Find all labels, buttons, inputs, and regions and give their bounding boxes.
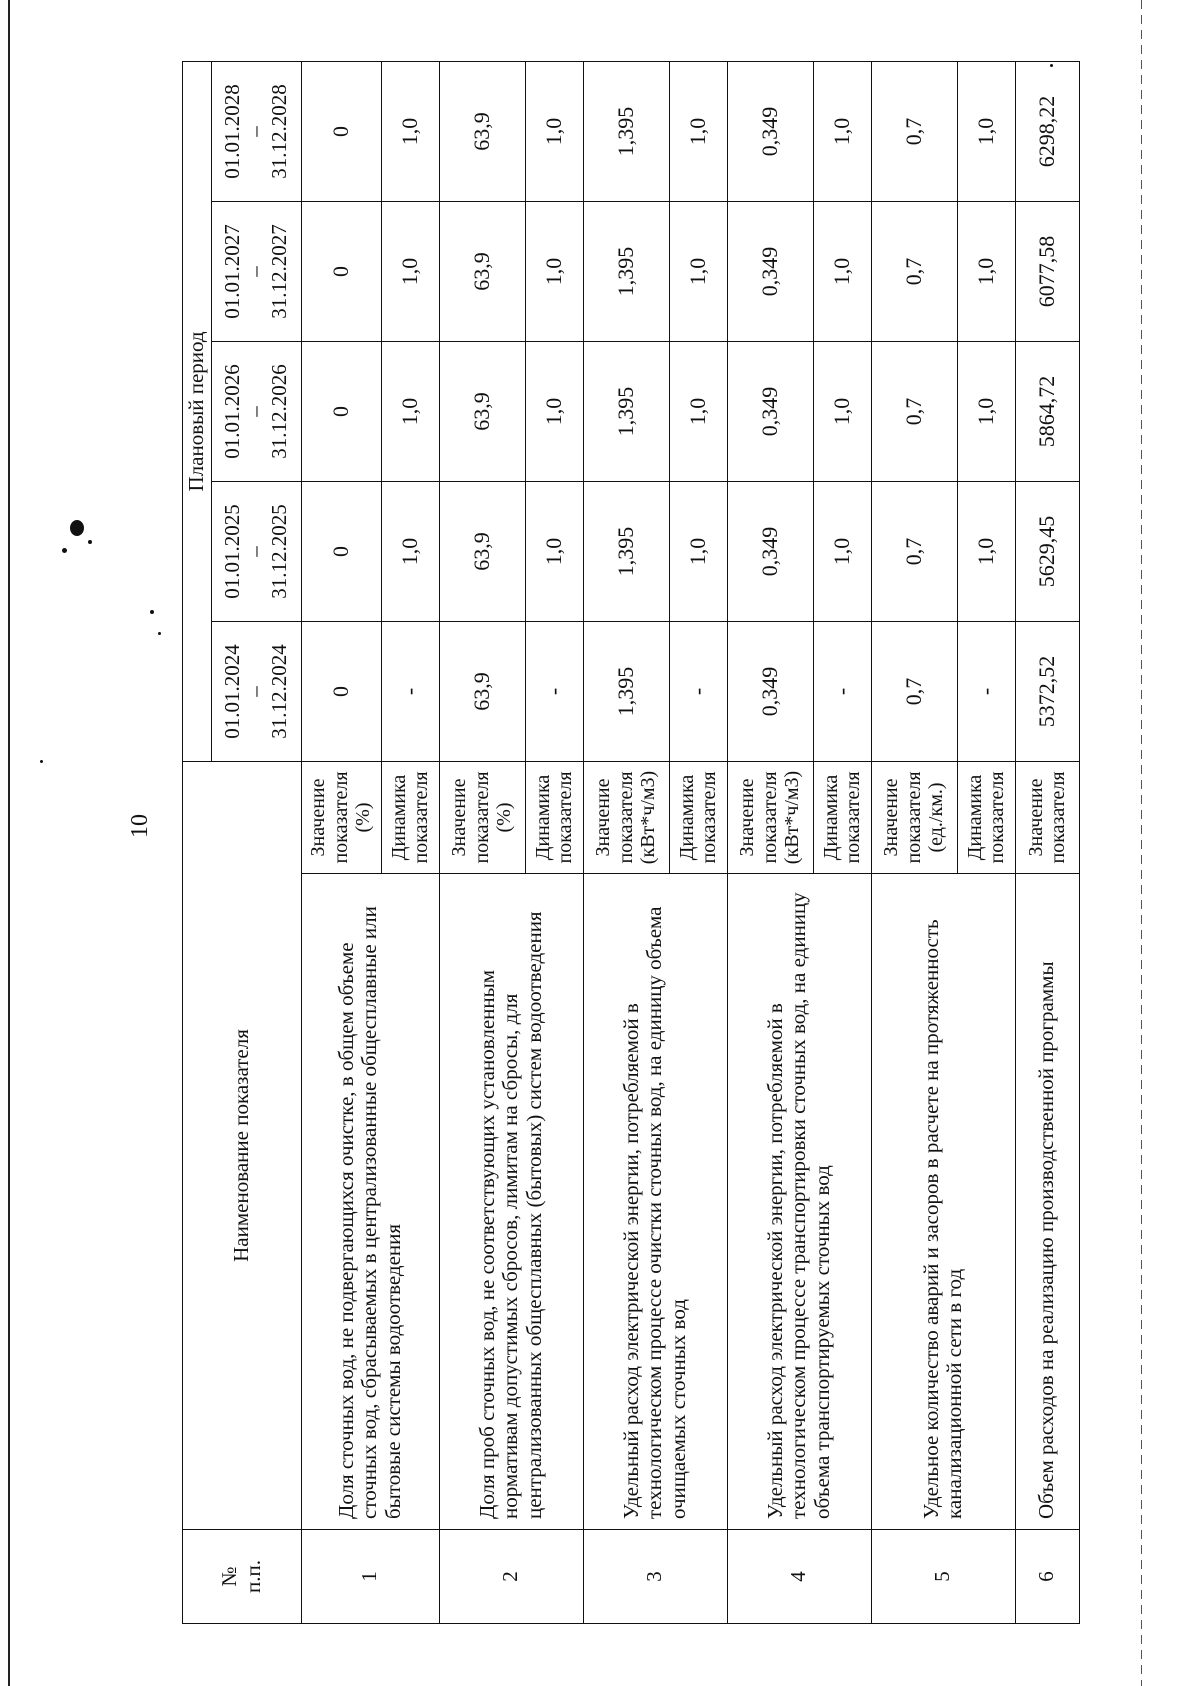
page-edge-left <box>8 0 10 1686</box>
value-label: Значение показателя (%) <box>301 761 381 873</box>
table-row <box>301 61 381 1623</box>
header-period-2026: 01.01.2026 – 31.12.2026 <box>211 341 301 481</box>
header-period-2027: 01.01.2027 – 31.12.2027 <box>211 201 301 341</box>
value-cell: 63,9 <box>439 201 525 341</box>
value-cell: 6077,58 <box>1015 201 1079 341</box>
value-cell: 0,7 <box>871 61 957 201</box>
indicator-name: Удельное количество аварий и засоров в расчете на протяженность канализационной сети в год <box>871 874 1015 1530</box>
value-cell: 5629,45 <box>1015 481 1079 621</box>
row-number: 3 <box>583 1530 727 1624</box>
value-cell: 0,349 <box>727 341 813 481</box>
table-row <box>439 61 525 1623</box>
table-row <box>1015 61 1079 1623</box>
value-cell: 63,9 <box>439 341 525 481</box>
value-cell: 0 <box>301 201 381 341</box>
value-cell: 0,349 <box>727 481 813 621</box>
dynamics-cell: 1,0 <box>813 481 871 621</box>
value-cell: 0 <box>301 621 381 761</box>
scan-speck <box>88 540 92 544</box>
value-label: Значение показателя (кВт*ч/м3) <box>727 761 813 873</box>
rotated-sheet <box>182 62 1088 1624</box>
indicator-name: Удельный расход электрической энергии, потребляемой в технологическом процессе транспортировки сточных вод, на единицу объема транспортируемых сточных вод <box>727 874 871 1530</box>
dynamics-cell: 1,0 <box>957 481 1015 621</box>
indicator-name: Удельный расход электрической энергии, потребляемой в технологическом процессе очистки сточных вод, на единицу объема очищаемых сточных вод <box>583 874 727 1530</box>
value-cell: 0,349 <box>727 621 813 761</box>
value-cell: 5372,52 <box>1015 621 1079 761</box>
dynamics-cell: 1,0 <box>669 341 727 481</box>
page-edge-right <box>1141 0 1142 1686</box>
row-number: 2 <box>439 1530 583 1624</box>
dynamics-cell: 1,0 <box>525 201 583 341</box>
row-number: 4 <box>727 1530 871 1624</box>
row-number: 1 <box>301 1530 439 1624</box>
indicator-name: Объем расходов на реализацию производственной программы <box>1015 874 1079 1530</box>
table-row <box>871 61 957 1623</box>
dynamics-cell: - <box>957 621 1015 761</box>
dynamics-cell: 1,0 <box>525 341 583 481</box>
value-cell: 63,9 <box>439 621 525 761</box>
value-cell: 1,395 <box>583 61 669 201</box>
dynamics-cell: 1,0 <box>381 481 439 621</box>
dynamics-cell: 1,0 <box>381 61 439 201</box>
header-number: № п.п. <box>183 1530 302 1624</box>
dynamics-cell: 1,0 <box>669 201 727 341</box>
value-cell: 0,7 <box>871 201 957 341</box>
value-cell: 0,349 <box>727 61 813 201</box>
dynamics-cell: 1,0 <box>525 481 583 621</box>
indicators-table <box>182 61 1080 1624</box>
value-cell: 63,9 <box>439 61 525 201</box>
table-row <box>727 61 813 1623</box>
value-cell: 6298,22 <box>1015 61 1079 201</box>
dynamics-label: Динамика показателя <box>381 761 439 873</box>
dynamics-cell: 1,0 <box>669 481 727 621</box>
value-cell: 0,7 <box>871 621 957 761</box>
indicator-name: Доля сточных вод, не подвергающихся очистке, в общем объеме сточных вод, сбрасываемых в централизованные общесплавные или бытовые системы водоотведения <box>301 874 439 1530</box>
indicator-name: Доля проб сточных вод, не соответствующих установленным нормативам допустимых сбросов, лимитам на сбросы, для централизованных общесплавных (бытовых) систем водоотведения <box>439 874 583 1530</box>
value-label: Значение показателя (%) <box>439 761 525 873</box>
value-label: Значение показателя (кВт*ч/м3) <box>583 761 669 873</box>
row-number: 6 <box>1015 1530 1079 1624</box>
scan-speck <box>70 520 84 536</box>
header-period-2025: 01.01.2025 – 31.12.2025 <box>211 481 301 621</box>
page-number: 10 <box>126 814 153 838</box>
scan-speck <box>62 548 67 553</box>
table-row <box>583 61 669 1623</box>
dynamics-label: Динамика показателя <box>525 761 583 873</box>
header-period-2028: 01.01.2028 – 31.12.2028 <box>211 61 301 201</box>
dynamics-cell: - <box>525 621 583 761</box>
row-number: 5 <box>871 1530 1015 1624</box>
header-planned-period: Плановый период <box>183 61 212 761</box>
value-cell: 1,395 <box>583 621 669 761</box>
dynamics-cell: - <box>669 621 727 761</box>
value-cell: 1,395 <box>583 341 669 481</box>
dynamics-cell: - <box>381 621 439 761</box>
scan-speck <box>1050 64 1053 67</box>
dynamics-cell: 1,0 <box>957 61 1015 201</box>
scan-speck <box>158 632 161 635</box>
header-period-2024: 01.01.2024 – 31.12.2024 <box>211 621 301 761</box>
dynamics-label: Динамика показателя <box>957 761 1015 873</box>
dynamics-label: Динамика показателя <box>669 761 727 873</box>
dynamics-cell: 1,0 <box>381 341 439 481</box>
value-cell: 1,395 <box>583 201 669 341</box>
value-cell: 1,395 <box>583 481 669 621</box>
value-cell: 0 <box>301 61 381 201</box>
value-cell: 0 <box>301 481 381 621</box>
dynamics-cell: 1,0 <box>813 201 871 341</box>
dynamics-cell: 1,0 <box>525 61 583 201</box>
dynamics-cell: 1,0 <box>813 61 871 201</box>
dynamics-cell: 1,0 <box>957 341 1015 481</box>
dynamics-cell: 1,0 <box>957 201 1015 341</box>
scan-speck <box>150 610 154 614</box>
value-cell: 5864,72 <box>1015 341 1079 481</box>
dynamics-cell: - <box>813 621 871 761</box>
value-cell: 0,7 <box>871 481 957 621</box>
header-name: Наименование показателя <box>183 761 302 1529</box>
dynamics-cell: 1,0 <box>669 61 727 201</box>
value-label: Значение показателя <box>1015 761 1079 873</box>
value-cell: 0 <box>301 341 381 481</box>
dynamics-cell: 1,0 <box>381 201 439 341</box>
value-cell: 0,7 <box>871 341 957 481</box>
scan-speck <box>40 760 43 763</box>
value-cell: 0,349 <box>727 201 813 341</box>
value-cell: 63,9 <box>439 481 525 621</box>
dynamics-cell: 1,0 <box>813 341 871 481</box>
value-label: Значение показателя (ед./км.) <box>871 761 957 873</box>
dynamics-label: Динамика показателя <box>813 761 871 873</box>
